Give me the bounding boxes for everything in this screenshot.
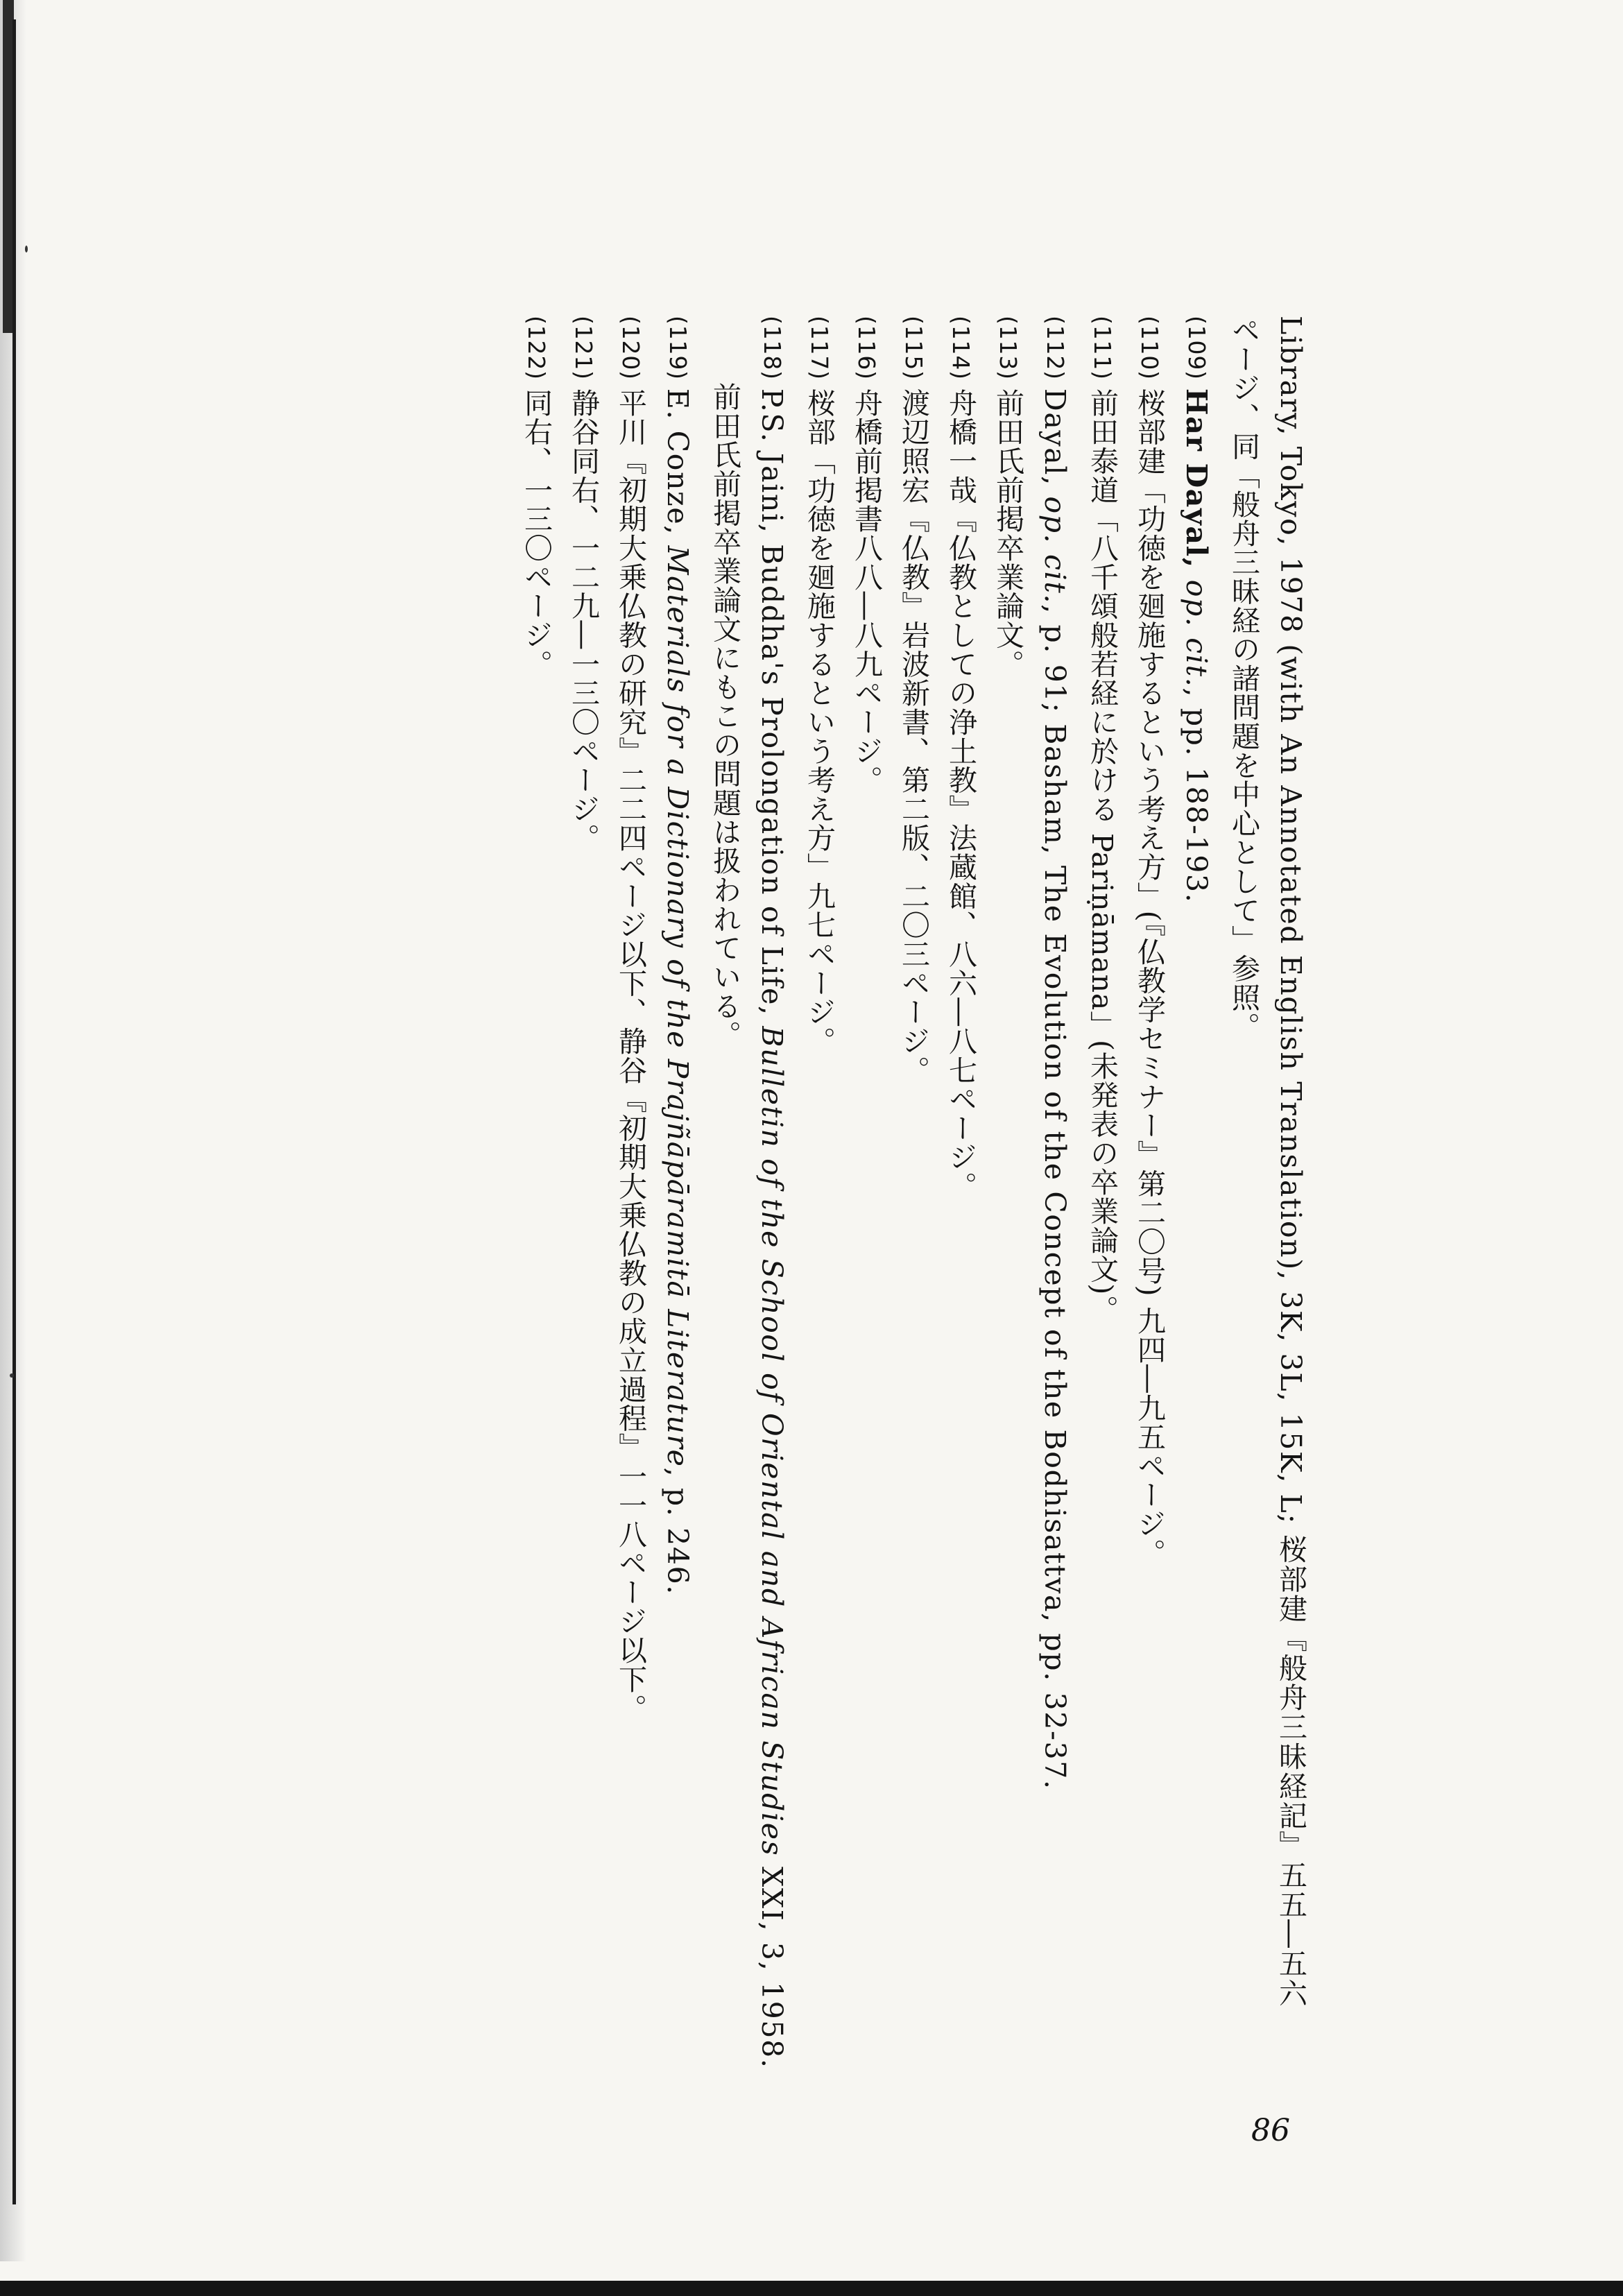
note-text: , pp. 188-193. — [1180, 687, 1213, 904]
note-text: ページ、同「般舟三昧経の諸問題を中心として」参照。 — [1227, 316, 1260, 1041]
note-122 — [513, 316, 560, 2119]
note-number: (110) — [1136, 316, 1163, 380]
note-text: 舟橋一哉『仏教としての浄土教』法蔵館、八六―八七ページ。 — [944, 388, 977, 1201]
note-117 — [796, 316, 843, 2119]
note-continuation — [1267, 316, 1314, 2119]
note-text: Dayal, — [1038, 388, 1072, 497]
note-text: 舟橋前掲書八八―八九ページ。 — [850, 388, 883, 795]
note-120 — [607, 316, 654, 2119]
note-number: (113) — [995, 316, 1022, 380]
note-continuation — [701, 316, 748, 2119]
note-number: (116) — [853, 316, 880, 380]
note-121 — [560, 316, 607, 2119]
page-number: 86 — [1251, 2113, 1290, 2148]
note-number: (109) — [1183, 316, 1210, 380]
note-text: , p. 246. — [661, 1467, 694, 1595]
note-number: (121) — [570, 316, 597, 380]
note-119 — [654, 316, 701, 2119]
note-112 — [1031, 316, 1079, 2119]
note-109 — [1173, 316, 1220, 2119]
note-text: Har Dayal, — [1180, 388, 1213, 580]
note-113 — [984, 316, 1031, 2119]
note-text: 前田氏前掲卒業論文。 — [991, 388, 1024, 679]
note-number: (118) — [759, 316, 786, 380]
note-114 — [937, 316, 984, 2119]
note-continuation — [1220, 316, 1267, 2119]
note-text: 渡辺照宏『仏教』岩波新書、第二版、二〇三ページ。 — [897, 388, 930, 1085]
note-text: 平川『初期大乗仏教の研究』二二四ページ以下、静谷『初期大乗仏教の成立過程』一一八ページ以下。 — [614, 388, 647, 1723]
note-text: , p. 91; Basham, The Evolution of the Concept of the Bodhisattva, pp. 32-37. — [1038, 604, 1072, 1790]
note-text: op. cit. — [1038, 496, 1072, 605]
note-text: 前田泰道「八千頌般若経に於ける Pariṇāmana」(未発表の卒業論文)。 — [1085, 388, 1119, 1324]
binding-line — [12, 19, 16, 2204]
note-text: E. Conze, — [661, 388, 694, 546]
note-text: 桜部建「功徳を廻施するという考え方」(『仏教学セミナー』第二〇号) 九四―九五ページ。 — [1133, 388, 1166, 1568]
note-text: P.S. Jaini, Buddha's Prolongation of Life, — [755, 388, 789, 1027]
note-number: (114) — [947, 316, 974, 380]
scan-speck — [25, 246, 28, 252]
note-number: (117) — [806, 316, 833, 380]
note-116 — [843, 316, 890, 2119]
scan-speck — [10, 1373, 14, 1378]
note-text: op. cit. — [1180, 579, 1213, 688]
note-text: Bulletin of the School of Oriental and African Studies — [755, 1026, 789, 1857]
note-text: 前田氏前掲卒業論文にもこの問題は扱われている。 — [708, 382, 741, 1050]
note-text: 桜部「功徳を廻施するという考え方」九七ページ。 — [802, 388, 836, 1056]
note-text: 同右、一三〇ページ。 — [519, 388, 553, 679]
note-number: (111) — [1089, 316, 1116, 380]
note-118 — [748, 316, 796, 2119]
note-number: (120) — [617, 316, 644, 380]
note-number: (115) — [900, 316, 927, 380]
note-text: Materials for a Dictionary of the Prajñāpāramitā Literature — [661, 545, 694, 1468]
note-number: (112) — [1042, 316, 1069, 380]
note-text: Library, Tokyo, 1978 (with An Annotated English Translation), 3K, 3L, 15K, L; 桜部建『般舟三昧経記』五五―五六 — [1274, 316, 1307, 2008]
note-115 — [890, 316, 937, 2119]
note-number: (119) — [664, 316, 692, 380]
note-text: XXI, 3, 1958. — [755, 1856, 789, 2069]
bottom-scan-edge — [0, 2281, 1623, 2296]
note-111 — [1079, 316, 1126, 2119]
endnotes-column — [513, 316, 1314, 2119]
note-text: 静谷同右、一二九―一三〇ページ。 — [567, 388, 600, 853]
note-110 — [1126, 316, 1173, 2119]
note-number: (122) — [523, 316, 550, 380]
